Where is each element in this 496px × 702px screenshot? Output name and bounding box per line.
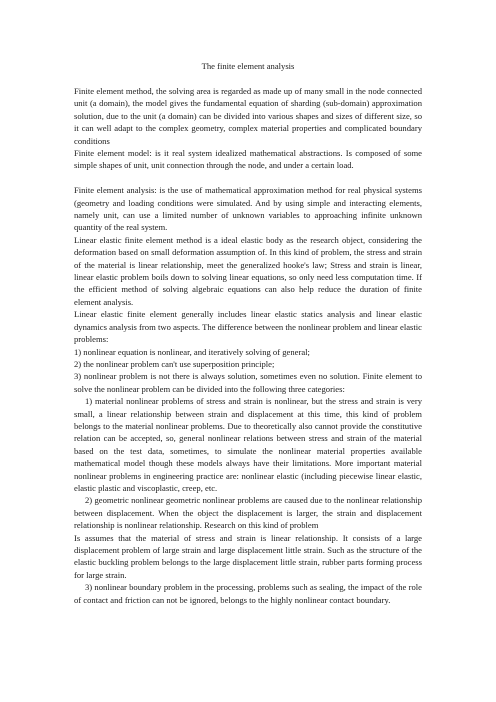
document-title: The finite element analysis (201, 61, 295, 71)
paragraph-fe-analysis: Finite element analysis: is the use of mathematical approximation method for real physical systems (geometry and loading conditions were simulated. And by using simple and interacting elements, namely unit, can use a limited number of unknown variables to approaching infinite unknown quantity of the real system. (74, 185, 422, 233)
paragraph-fe-model: Finite element model: is it real system idealized mathematical abstractions. Is composed of some simple shapes of unit, unit connection through the node, and under a certain load. (74, 148, 422, 171)
paragraph-linear-elastic-types: Linear elastic finite element generally includes linear elastic statics analysis and linear elastic dynamics analysis from two aspects. The difference between the nonlinear problem and linear elastic problems: (74, 309, 422, 345)
list-item-nonlinear-2: 2) the nonlinear problem can't use superposition principle; (74, 358, 275, 369)
paragraph-fem-intro: Finite element method, the solving area is regarded as made up of many small in the node connected unit (a domain), the model gives the fundamental equation of sharding (sub-domain) approximation solution, due to the unit (a domain) can be divided into various shapes and sizes of different size, so it can well adapt to the complex geometry, complex material properties and complicated boundary conditions (74, 86, 422, 146)
paragraph-material-nonlinear: 1) material nonlinear problems of stress and strain is nonlinear, but the stress and strain is very small, a linear relationship between strain and displacement at this time, this kind of problem belongs to the material nonlinear problems. Due to theoretically also cannot provide the constitutive relation can be accepted, so, general nonlinear relations between stress and strain of the material based on the test data, sometimes, to simulate the nonlinear material properties available mathematical model though these models always have their limitations. More important material nonlinear problems in engineering practice are: nonlinear elastic (including piecewise linear elastic, elastic plastic and viscoplastic, creep, etc. (74, 396, 422, 493)
list-item-nonlinear-1: 1) nonlinear equation is nonlinear, and iteratively solving of general; (74, 346, 310, 357)
paragraph-spacer (74, 172, 422, 184)
paragraph-large-displacement: Is assumes that the material of stress and strain is linear relationship. It consists of a large displacement problem of large strain and large displacement little strain. Such as the structure of the elastic buckling problem belongs to the large displacement little strain, rubber parts forming process for large strain. (74, 532, 422, 580)
paragraph-geometric-nonlinear: 2) geometric nonlinear geometric nonlinear problems are caused due to the nonlinear relationship between displacement. When the object the displacement is larger, the strain and displacement relationship is nonlinear relationship. Research on this kind of problem (74, 495, 422, 531)
list-item-nonlinear-3: 3) nonlinear problem is not there is always solution, sometimes even no solution. Finite element to solve the nonlinear problem can be divided into the following three categories: (74, 371, 422, 394)
paragraph-linear-elastic: Linear elastic finite element method is a ideal elastic body as the research object, considering the deformation based on small deformation assumption of. In this kind of problem, the stress and strain of the material is linear relationship, meet the generalized hooke's law; Stress and strain is linear, linear elastic problem boils down to solving linear equations, so only need less computation time. If the efficient method of solving algebraic equations can also help reduce the duration of finite element analysis. (74, 234, 422, 307)
paragraph-boundary-nonlinear: 3) nonlinear boundary problem in the processing, problems such as sealing, the impact of the role of contact and friction can not be ignored, belongs to the highly nonlinear contact boundary. (74, 582, 422, 605)
